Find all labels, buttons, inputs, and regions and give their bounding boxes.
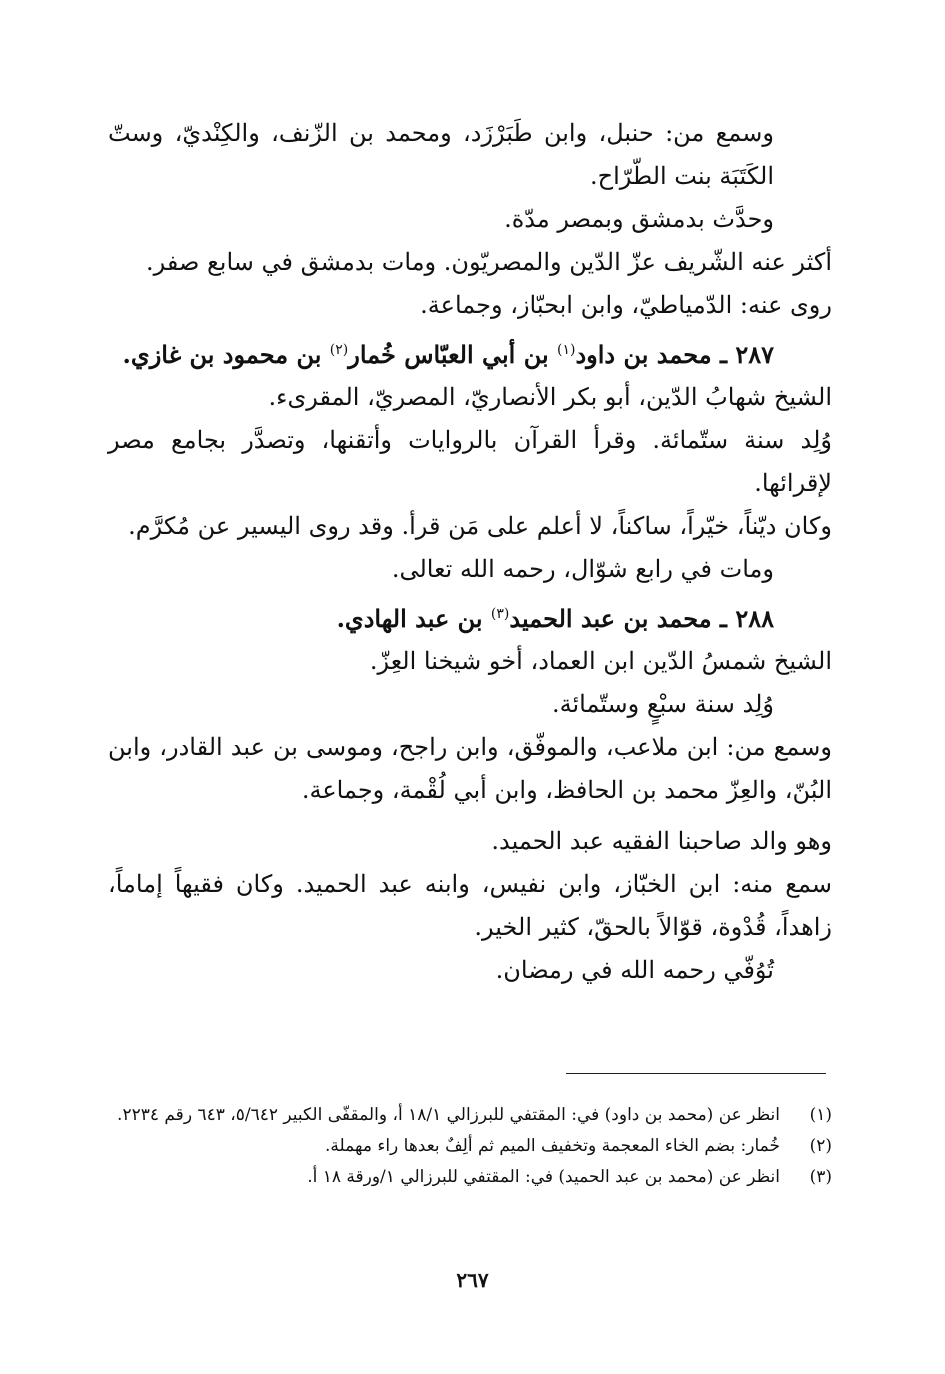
paragraph-died-shawwal: ومات في رابع شوّال، رحمه الله تعالى. [391,555,774,583]
paragraph-sheikh-shams: الشيخ شمسُ الدّين ابن العماد، أخو شيخنا العِزّ. [369,647,832,675]
page-number: ٢٦٧ [456,1268,489,1292]
footnote-ref-2[interactable]: (٢) [329,342,349,358]
footnote-text: خُمار: بضم الخاء المعجمة وتخفيف الميم ثم ألِفٌ بعدها راء مهملة. [325,1136,780,1156]
paragraph-heard-from-288: وسمع من: ابن ملاعب، والموفّق، وابن راجح، وموسى بن عبد القادر، وابن البُنّ، والعِزّ محمد بن الحافظ، وابن أبي لُقْمة، وجماعة. [108,733,833,804]
footnote-text: انظر عن (محمد بن داود) في: المقتفي للبرزالي ١٨/١ أ، والمقفّى الكبير ٥/٦٤٢، ٦٤٣ رقم ٢٢٣٤. [117,1105,780,1125]
footnote-marker: (٢) [809,1136,832,1156]
entry-heading-288 [108,597,832,640]
entry-title-part-2: بن عبد الهادي. [336,604,491,633]
footnote-ref-1[interactable]: (١) [557,342,576,358]
footnotes-block [108,1100,832,1193]
paragraph-born-607: وُلِد سنة سبْعٍ وستّمائة. [551,690,774,718]
footnote-text: انظر عن (محمد بن عبد الحميد) في: المقتفي للبرزالي ١/ورقة ١٨ أ. [307,1167,780,1187]
paragraph-heard-from: وسمع من: حنبل، وابن طَبَرْزَد، ومحمد بن الزّنف، والكِنْديّ، وستّ الكَتَبَة بنت الطّرّاح. [108,119,774,190]
entry-title-part-2: بن أبي العبّاس خُمار [348,340,557,369]
entry-number-288: ٢٨٨ [735,604,774,633]
footnote-ref-3[interactable]: (٣) [490,606,510,622]
entry-title-part-3: بن محمود بن غازي. [122,340,330,369]
footnote-marker: (٣) [809,1167,832,1187]
footnote-2 [108,1131,832,1162]
entry-heading-287 [108,333,832,376]
paragraph-sheikh-shihab: الشيخ شهابُ الدّين، أبو بكر الأنصاريّ، المصريّ، المقرىء. [268,383,832,411]
entry-title-part-1: ـ محمد بن عبد الحميد [509,604,727,633]
main-text-block [108,112,832,992]
footnote-1 [108,1100,832,1131]
paragraph-character: وكان ديّناً، خيّراً، ساكناً، لا أعلم على مَن قرأ. وقد روى اليسير عن مُكرَّم. [128,512,832,540]
paragraph-father: وهو والد صاحبنا الفقيه عبد الحميد. [491,827,832,855]
footnote-3 [108,1162,832,1193]
entry-title-part-1: ـ محمد بن داود [575,340,727,369]
entry-number-287: ٢٨٧ [735,340,774,369]
paragraph-narrated-from-him: روى عنه: الدّمياطيّ، وابن ابحبّاز، وجماعة. [420,291,832,319]
paragraph-born-600: وُلِد سنة ستّمائة. وقرأ القرآن بالروايات وأتقنها، وتصدَّر بجامع مصر لإقرائها. [108,426,832,497]
paragraph-heard-from-him: سمع منه: ابن الخبّاز، وابن نفيس، وابنه عبد الحميد. وكان فقيهاً إماماً، زاهداً، قُدْوة، قوّالاً بالحقّ، كثير الخير. [108,870,832,941]
footnote-separator [566,1073,826,1074]
footnote-marker: (١) [809,1105,832,1125]
paragraph-narrated: وحدَّث بدمشق وبمصر مدّة. [504,205,774,233]
paragraph-sharif: أكثر عنه الشّريف عزّ الدّين والمصريّون. ومات بدمشق في سابع صفر. [145,248,832,276]
paragraph-died-ramadan: تُوُفّي رحمه الله في رمضان. [495,956,774,984]
